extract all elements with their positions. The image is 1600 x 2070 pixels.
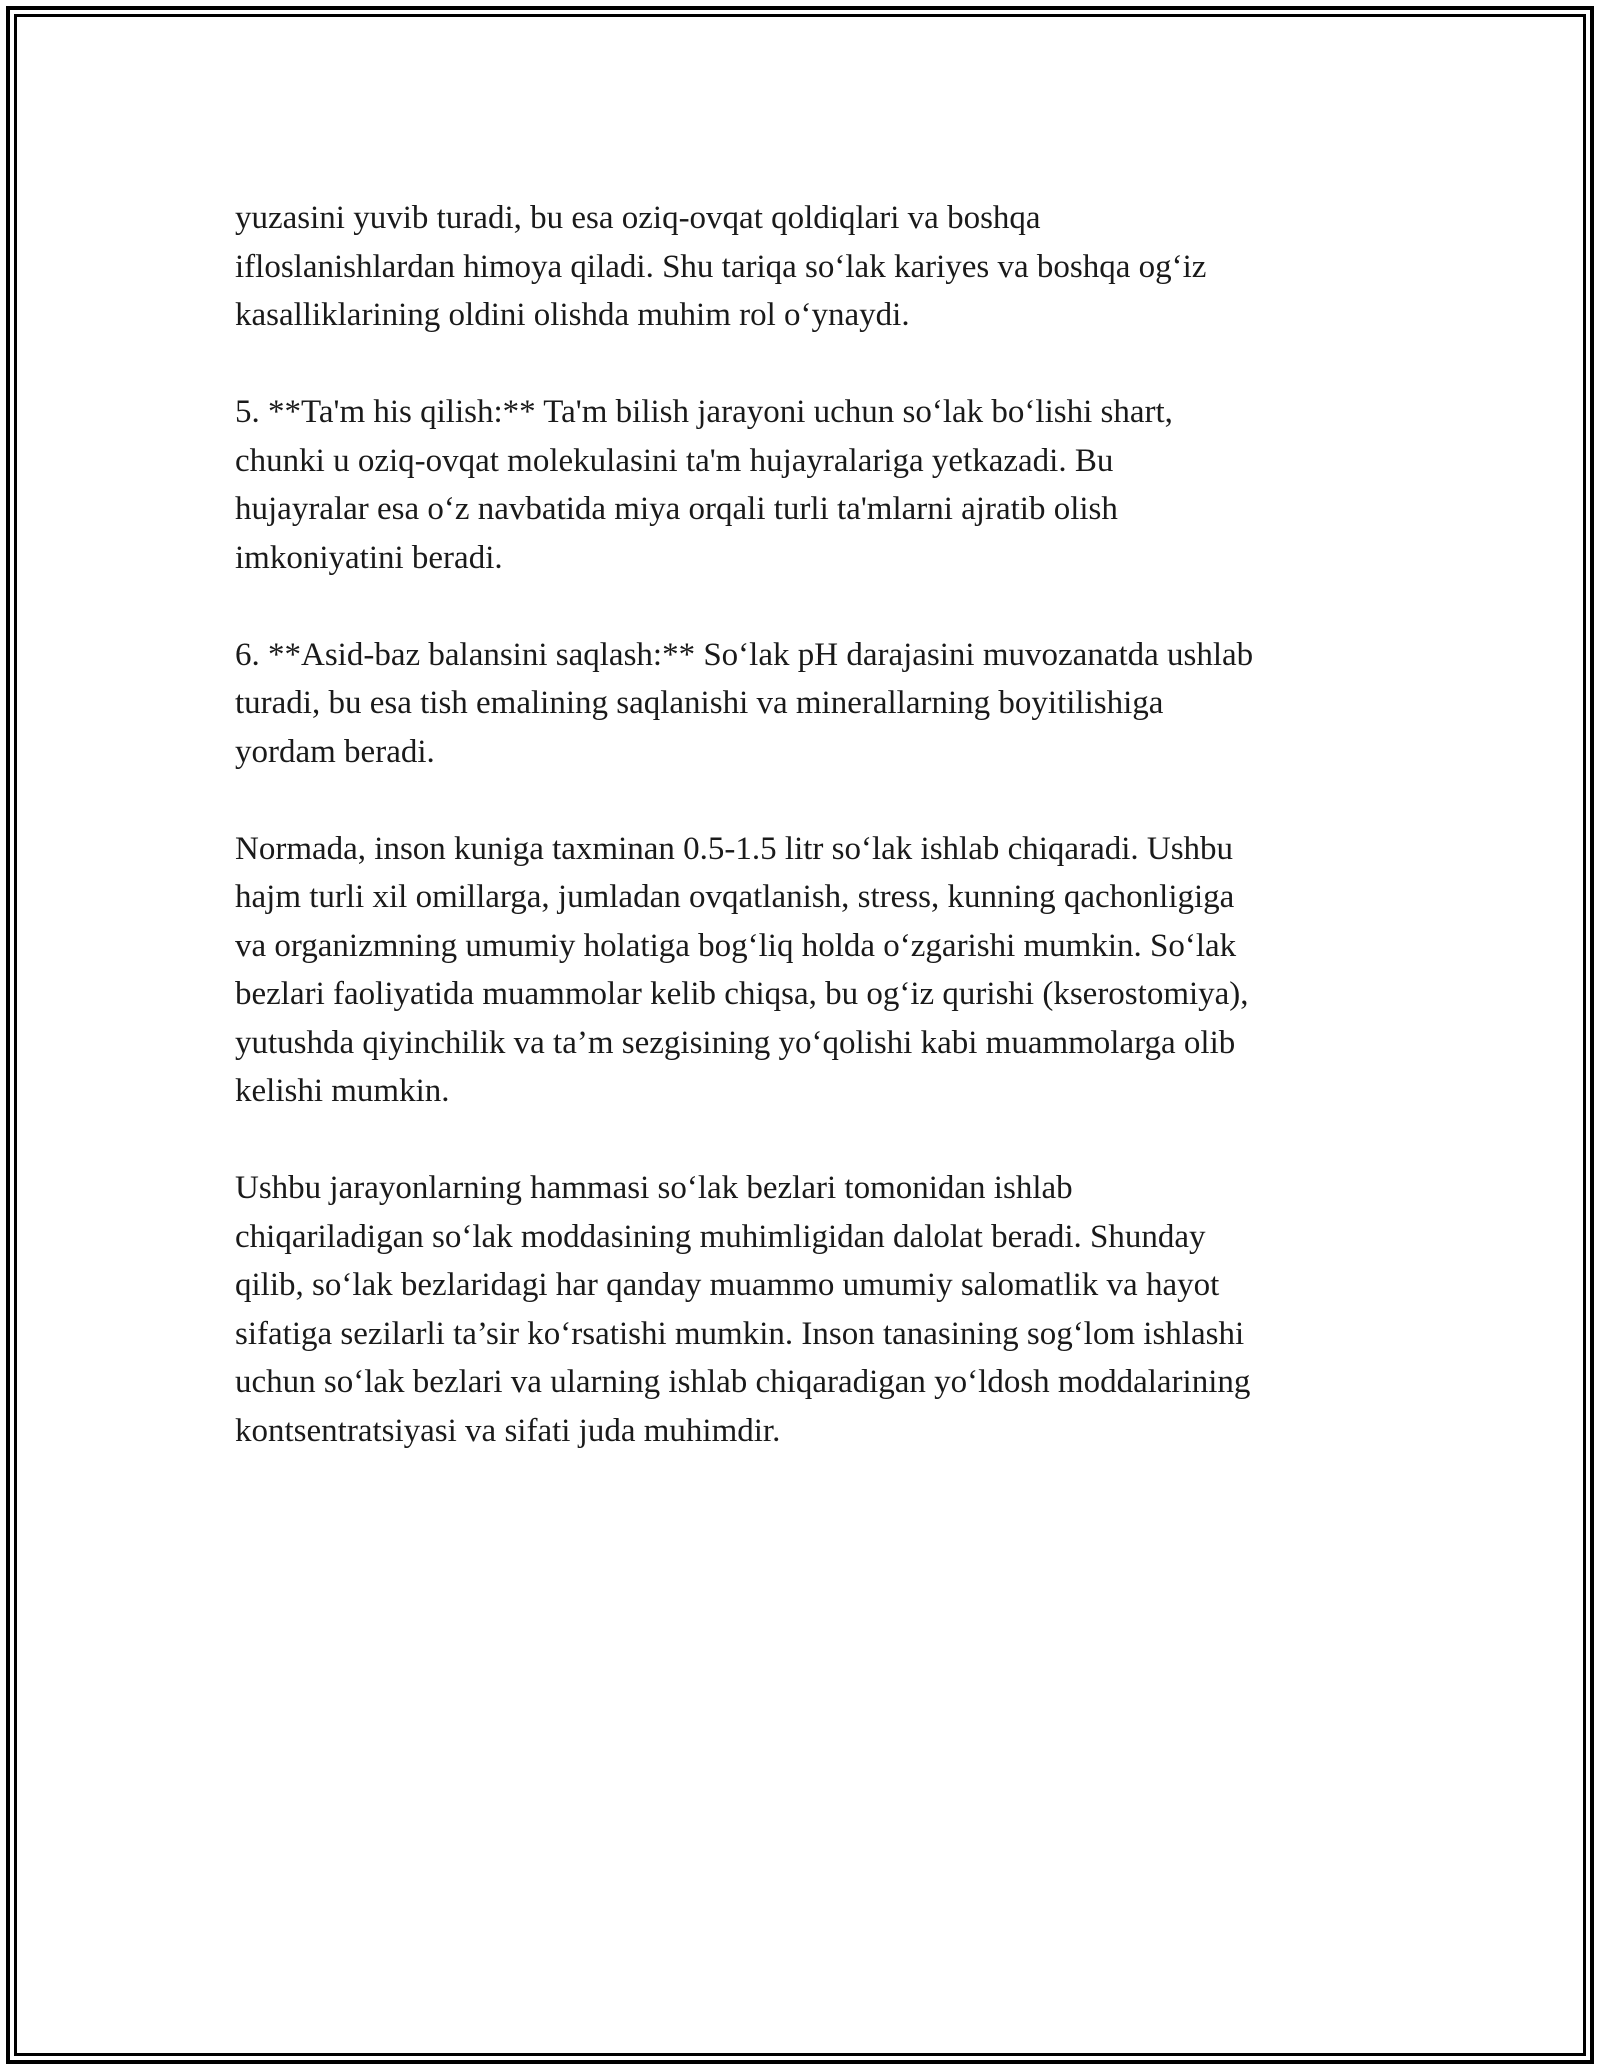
document-page [6, 6, 1594, 2064]
text-line: qilib, soʻlak bezlaridagi har qanday muammo umumiy salomatlik va hayot [235, 1267, 1220, 1303]
text-line: bezlari faoliyatida muammolar kelib chiqsa, bu ogʻiz qurishi (kserostomiya), [235, 976, 1249, 1012]
text-line: 5. **Ta'm his qilish:** Ta'm bilish jarayoni uchun soʻlak boʻlishi shart, [235, 394, 1173, 430]
paragraph-conclusion [235, 1164, 1395, 1455]
text-line: hujayralar esa oʻz navbatida miya orqali turli ta'mlarni ajratib olish [235, 491, 1118, 527]
text-line: hajm turli xil omillarga, jumladan ovqatlanish, stress, kunning qachonligiga [235, 879, 1235, 915]
text-line: kelishi mumkin. [235, 1073, 450, 1109]
document-body [235, 194, 1395, 1504]
text-line: chiqariladigan soʻlak moddasining muhimligidan dalolat beradi. Shunday [235, 1218, 1206, 1255]
text-line: sifatiga sezilarli ta’sir koʻrsatishi mumkin. Inson tanasining sogʻlom ishlashi [235, 1315, 1245, 1352]
text-line: yuzasini yuvib turadi, bu esa oziq-ovqat qoldiqlari va boshqa [235, 200, 1041, 236]
text-line: turadi, bu esa tish emalining saqlanishi va minerallarning boyitilishiga [235, 685, 1164, 721]
text-line: yutushda qiyinchilik va ta’m sezgisining yoʻqolishi kabi muammolarga olib [235, 1024, 1236, 1061]
text-line: yordam beradi. [235, 733, 435, 770]
paragraph-saliva-cleansing [235, 194, 1395, 340]
text-line: ifloslanishlardan himoya qiladi. Shu tariqa soʻlak kariyes va boshqa ogʻiz [235, 248, 1207, 285]
text-line: Normada, inson kuniga taxminan 0.5-1.5 litr soʻlak ishlab chiqaradi. Ushbu [235, 830, 1234, 867]
text-line: Ushbu jarayonlarning hammasi soʻlak bezlari tomonidan ishlab [235, 1170, 1073, 1206]
paragraph-acid-base-balance [235, 631, 1395, 777]
text-line: va organizmning umumiy holatiga bogʻliq holda oʻzgarishi mumkin. Soʻlak [235, 927, 1237, 964]
text-line: 6. **Asid-baz balansini saqlash:** Soʻlak pH darajasini muvozanatda ushlab [235, 636, 1254, 673]
text-line: kontsentratsiyasi va sifati juda muhimdir. [235, 1412, 781, 1449]
text-line: uchun soʻlak bezlari va ularning ishlab chiqaradigan yoʻldosh moddalarining [235, 1364, 1251, 1400]
text-line: kasalliklarining oldini olishda muhim rol oʻynaydi. [235, 297, 910, 333]
text-line: imkoniyatini beradi. [235, 539, 503, 576]
paragraph-daily-volume [235, 825, 1395, 1116]
text-line: chunki u oziq-ovqat molekulasini ta'm hujayralariga yetkazadi. Bu [235, 442, 1114, 479]
paragraph-taste [235, 388, 1395, 582]
